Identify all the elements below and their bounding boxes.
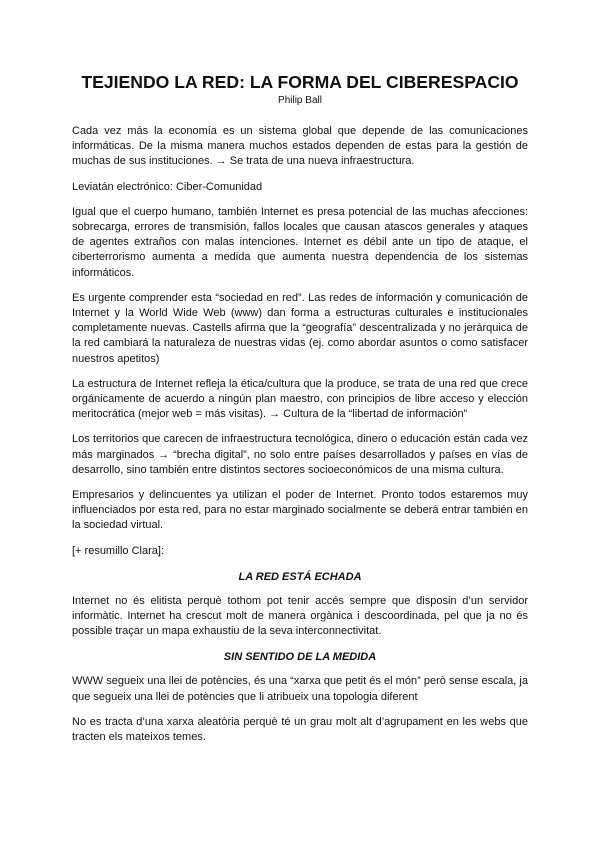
paragraph-elitista: Internet no és elitista perquè tothom pot tenir accés sempre que disposin d’un servidor informàtic. Internet ha crescut molt de manera orgànica i descoordinada, pel que ja no és possible traçar un mapa exhaustiu de la seva interconnectivitat.	[72, 594, 528, 638]
document-title: TEJIENDO LA RED: LA FORMA DEL CIBERESPACIO	[81, 72, 519, 92]
paragraph-xarxa-aleatoria: No es tracta d’una xarxa aleatòria perquè té un grau molt alt d’agrupament en les webs que tracten els mateixos temes.	[72, 715, 528, 744]
paragraph-estructura: La estructura de Internet refleja la ética/cultura que la produce, se trata de una red que crece orgánicamente de acuerdo a ningún plan maestro, con principios de libre acceso y elección meritocrática (mejor web = más visitas). → Cultura de la “libertad de información”	[72, 377, 528, 421]
paragraph-sociedad-en-red: Es urgente comprender esta “sociedad en red”. Las redes de información y comunicación de Internet y la World Wide Web (www) dan forma a estructuras culturales e institucionales completamente nuevas. Castells afirma que la “geografía” descentralizada y no jerárquica de la red cambiará la naturaleza de nuestras vidas (ej. como abordar asuntos o como satisfacer nuestros apetitos)	[72, 291, 528, 365]
paragraph-intro: Cada vez más la economía es un sistema global que depende de las comunicaciones informáticas. De la misma manera muchos estados dependen de estas para la gestión de muchas de sus instituciones. → Se trata de una nueva infraestructura.	[72, 125, 528, 168]
paragraph-leviatan: Leviatán electrónico: Ciber-Comunidad	[72, 180, 263, 193]
paragraph-cuerpo-humano: Igual que el cuerpo humano, también Internet es presa potencial de las muchas afecciones: sobrecarga, errores de transmisión, fallos locales que causan atascos generales y ataques de agentes extraños con malas intenciones. Internet es débil ante un tipo de ataque, el ciberterrorismo aumenta a medida que aumenta nuestra dependencia de los sistemas informáticos.	[72, 205, 528, 279]
paragraph-resumillo: [+ resumillo Clara]:	[72, 544, 165, 557]
paragraph-llei-potencies: WWW segueix una llei de potències, és una “xarxa que petit és el món” però sense escala, ja que segueix una llei de potències que li atribueix una topologia diferent	[72, 675, 528, 703]
document-author: Philip Ball	[278, 95, 322, 106]
paragraph-empresarios: Empresarios y delincuentes ya utilizan el poder de Internet. Pronto todos estaremos muy influenciados por esta red, para no estar marginado socialmente se deberá entrar también en la sociedad virtual.	[72, 489, 528, 532]
section-heading-la-red: LA RED ESTÁ ECHADA	[238, 570, 362, 583]
paragraph-territorios: Los territorios que carecen de infraestructura tecnológica, dinero o educación están cada vez más marginados → “brecha digital”, no solo entre países desarrollados y países en vías de desarrollo, sino también entre distintos sectores socioeconómicos de una misma cultura.	[72, 433, 528, 476]
section-heading-sin-sentido: SIN SENTIDO DE LA MEDIDA	[223, 651, 377, 664]
